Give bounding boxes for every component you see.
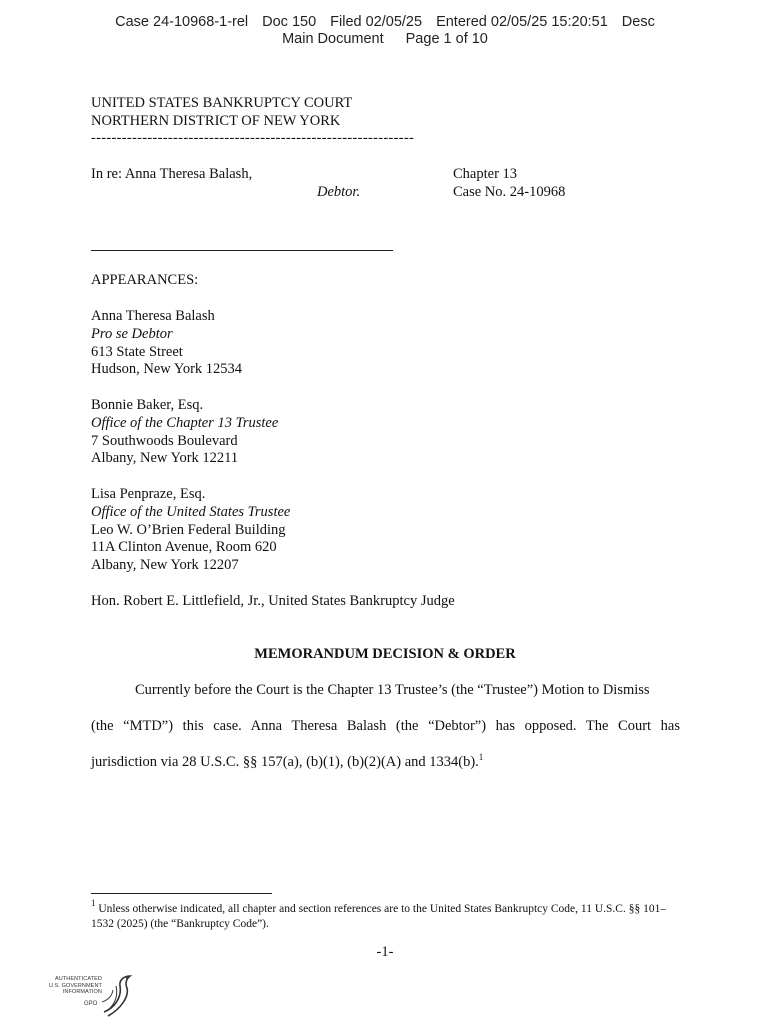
party-role: Office of the United States Trustee [91,503,291,520]
party-address-2: 11A Clinton Avenue, Room 620 [91,539,277,556]
ecf-header-line-2 [0,31,770,48]
in-re-debtor: In re: Anna Theresa Balash, [91,166,253,182]
gpo-seal-line-1: AUTHENTICATED [54,976,102,982]
appearance-chapter-13-trustee [91,397,278,468]
gpo-authentication-seal [44,972,134,1018]
gpo-seal-text [44,976,102,996]
desc-label: Desc [621,14,655,30]
court-name [91,95,352,131]
party-name: Bonnie Baker, Esq. [91,397,204,413]
ecf-header-line-1 [0,14,770,31]
page-number: -1- [376,944,394,960]
case-number: Case 24-10968-1-rel [115,14,249,30]
ecf-header [0,14,770,48]
party-address: Leo W. O’Brien Federal Building [91,521,286,538]
court-district: NORTHERN DISTRICT OF NEW YORK [91,112,341,129]
party-role: Pro se Debtor [91,325,173,342]
gpo-seal-line-2: U.S. GOVERNMENT [48,982,102,989]
main-document-label: Main Document [282,31,384,47]
doc-number: Doc 150 [262,14,317,30]
footnote-rule [91,893,272,894]
party-name: Lisa Penpraze, Esq. [91,486,206,502]
case-number-label: Case No. 24-10968 [453,183,566,200]
appearance-debtor [91,308,242,379]
caption-dash-line: --------------------------------------------------------------- [91,130,415,146]
footnote [91,898,680,932]
body-line-1: Currently before the Court is the Chapter 13 Trustee’s (the “Trustee”) Motion to Dismiss [135,682,650,698]
party-role: Office of the Chapter 13 Trustee [91,414,279,431]
caption-rule [91,250,393,251]
party-address: 7 Southwoods Boulevard [91,432,238,449]
entered-date: Entered 02/05/25 15:20:51 [436,14,608,30]
party-city: Hudson, New York 12534 [91,361,243,378]
debtor-label: Debtor. [317,184,361,200]
party-city: Albany, New York 12211 [91,450,239,467]
body-line-3-text: jurisdiction via 28 U.S.C. §§ 157(a), (b)(1), (b)(2)(A) and 1334(b). [91,754,479,770]
body-line-2: (the “MTD”) this case. Anna Theresa Balash (the “Debtor”) has opposed. The Court has [91,718,680,734]
case-info [453,166,565,202]
judge-name: Hon. Robert E. Littlefield, Jr., United States Bankruptcy Judge [91,593,455,609]
party-address: 613 State Street [91,343,183,360]
appearance-us-trustee [91,486,290,575]
document-title: MEMORANDUM DECISION & ORDER [254,646,516,662]
filed-date: Filed 02/05/25 [330,14,423,30]
party-city: Albany, New York 12207 [91,557,239,574]
party-name: Anna Theresa Balash [91,308,215,324]
footnote-text: Unless otherwise indicated, all chapter and section references are to the United States Bankruptcy Code, 11 U.S.C. §§ 101–1532 (2025) (the “Bankruptcy Code”). [91,903,667,930]
gpo-seal-line-3: INFORMATION [62,989,102,995]
chapter-label: Chapter 13 [453,166,518,182]
page-count: Page 1 of 10 [405,31,488,47]
footnote-reference[interactable]: 1 [478,752,484,762]
footnote-mark: 1 [91,898,96,908]
court-name-line-1: UNITED STATES BANKRUPTCY COURT [91,95,353,111]
appearances-heading: APPEARANCES: [91,272,199,288]
gpo-mark: GPO [84,1001,98,1007]
eagle-icon [100,972,134,1018]
body-line-3 [91,754,680,772]
